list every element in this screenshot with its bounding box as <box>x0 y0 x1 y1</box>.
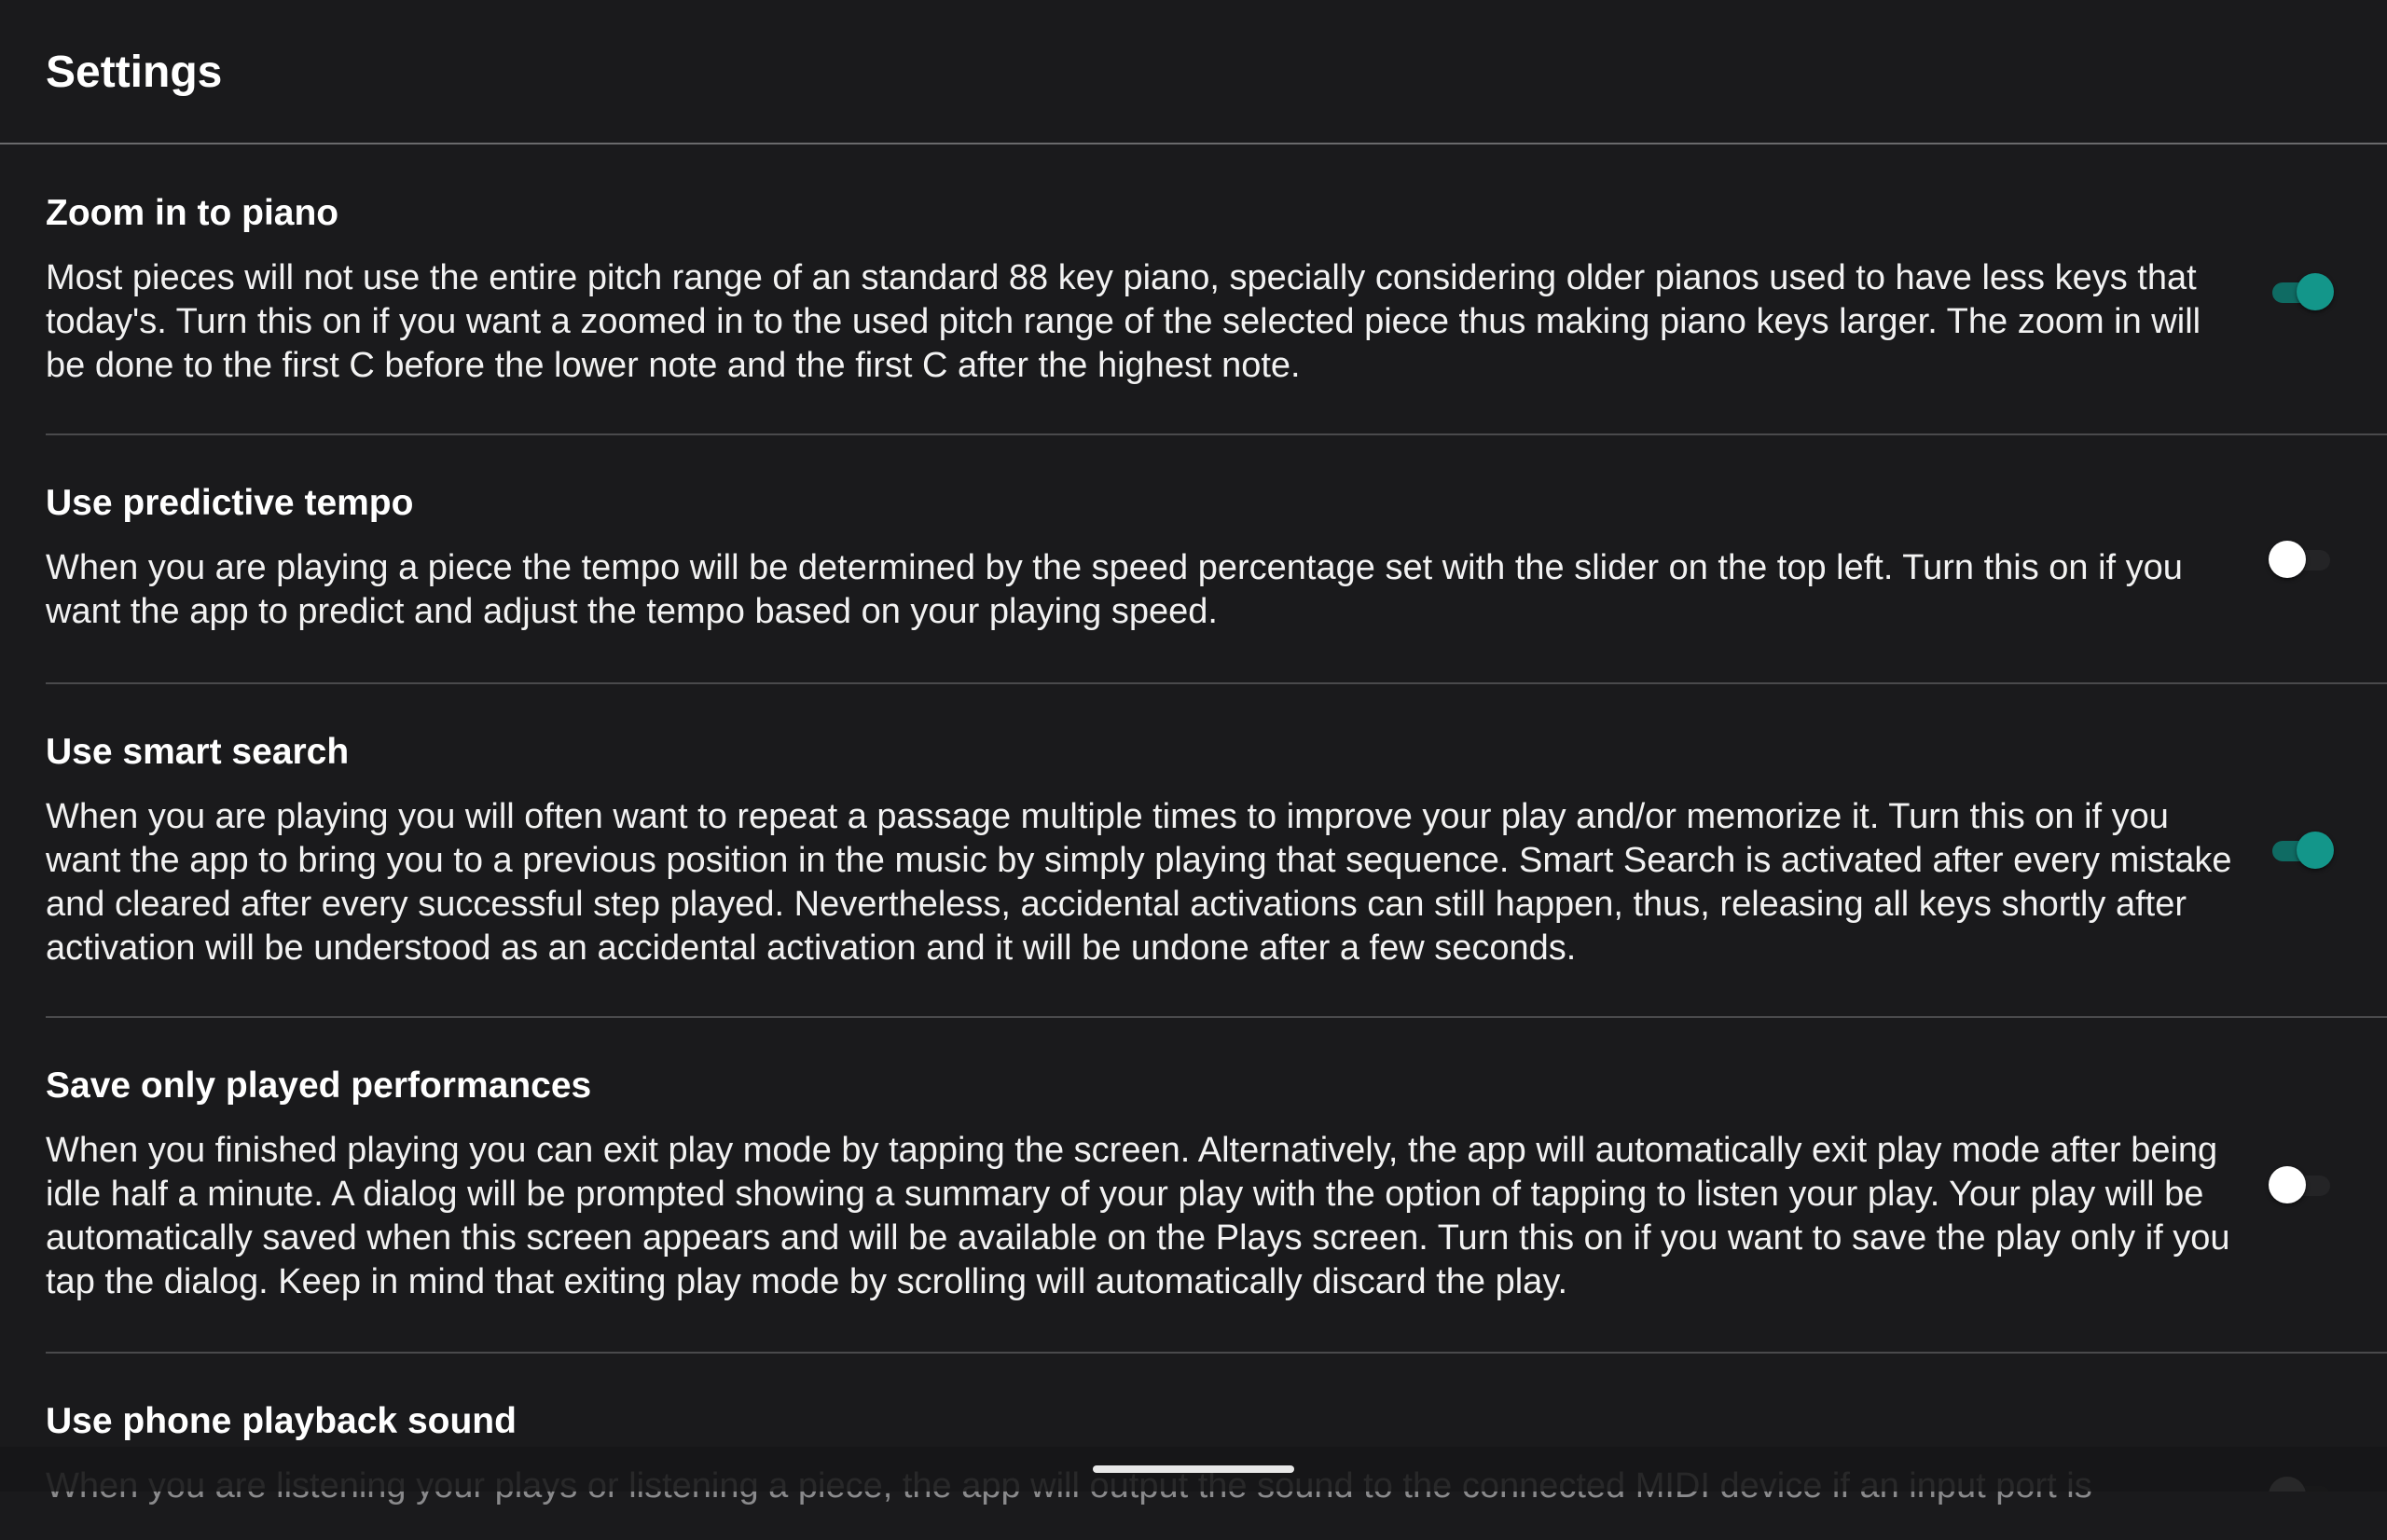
setting-title: Zoom in to piano <box>46 193 339 233</box>
toggle-thumb <box>2297 832 2334 869</box>
toggle-thumb <box>2269 1166 2306 1203</box>
setting-save-only-played-performances[interactable] <box>0 1018 2387 1354</box>
settings-list[interactable] <box>0 144 2387 1540</box>
toggle-thumb <box>2297 273 2334 310</box>
setting-description: When you finished playing you can exit play mode by tapping the screen. Alternatively, the app will automatically exit play mode after being idle half a minute. A dialog will be prompted showing a summary of your play with the option of tapping to listen your play. Your play will be automatically saved when this screen appears and will be available on the Plays screen. Turn this on if you want to save the play only if you tap the dialog. Keep in mind that exiting play mode by scrolling will automatically discard the play. <box>46 1131 2230 1301</box>
app-bar <box>0 0 2387 144</box>
page-title: Settings <box>46 48 223 97</box>
home-gesture-handle[interactable] <box>1093 1465 1294 1473</box>
setting-title: Use predictive tempo <box>46 483 414 523</box>
toggle-thumb <box>2269 541 2306 578</box>
setting-description: When you are playing you will often want to repeat a passage multiple times to improve your play and/or memorize it. Turn this on if you want the app to bring you to a previous position in the music by simply playing that sequence. Smart Search is activated after every mistake and cleared after every successful step played. Nevertheless, accidental activations can still happen, thus, releasing all keys shortly after activation will be understood as an accidental activation and it will be undone after a few seconds. <box>46 797 2232 968</box>
zoom-in-to-piano-toggle[interactable] <box>2269 273 2334 310</box>
setting-title: Use phone playback sound <box>46 1401 517 1441</box>
save-only-played-performances-toggle[interactable] <box>2269 1166 2334 1203</box>
setting-zoom-in-to-piano[interactable] <box>0 144 2387 435</box>
setting-title: Save only played performances <box>46 1066 592 1106</box>
setting-use-smart-search[interactable] <box>0 684 2387 1018</box>
use-smart-search-toggle[interactable] <box>2269 832 2334 869</box>
setting-description: When you are playing a piece the tempo will be determined by the speed percentage set with the slider on the top left. Turn this on if you want the app to predict and adjust the tempo based on your playing speed. <box>46 548 2183 631</box>
system-navigation-bar <box>0 1447 2387 1492</box>
use-predictive-tempo-toggle[interactable] <box>2269 541 2334 578</box>
setting-description: Most pieces will not use the entire pitch range of an standard 88 key piano, specially considering older pianos used to have less keys that today's. Turn this on if you want a zoomed in to the used pitch range of the selected piece thus making piano keys larger. The zoom in will be done to the first C before the lower note and the first C after the highest note. <box>46 258 2201 385</box>
setting-use-predictive-tempo[interactable] <box>0 435 2387 684</box>
setting-title: Use smart search <box>46 732 350 772</box>
